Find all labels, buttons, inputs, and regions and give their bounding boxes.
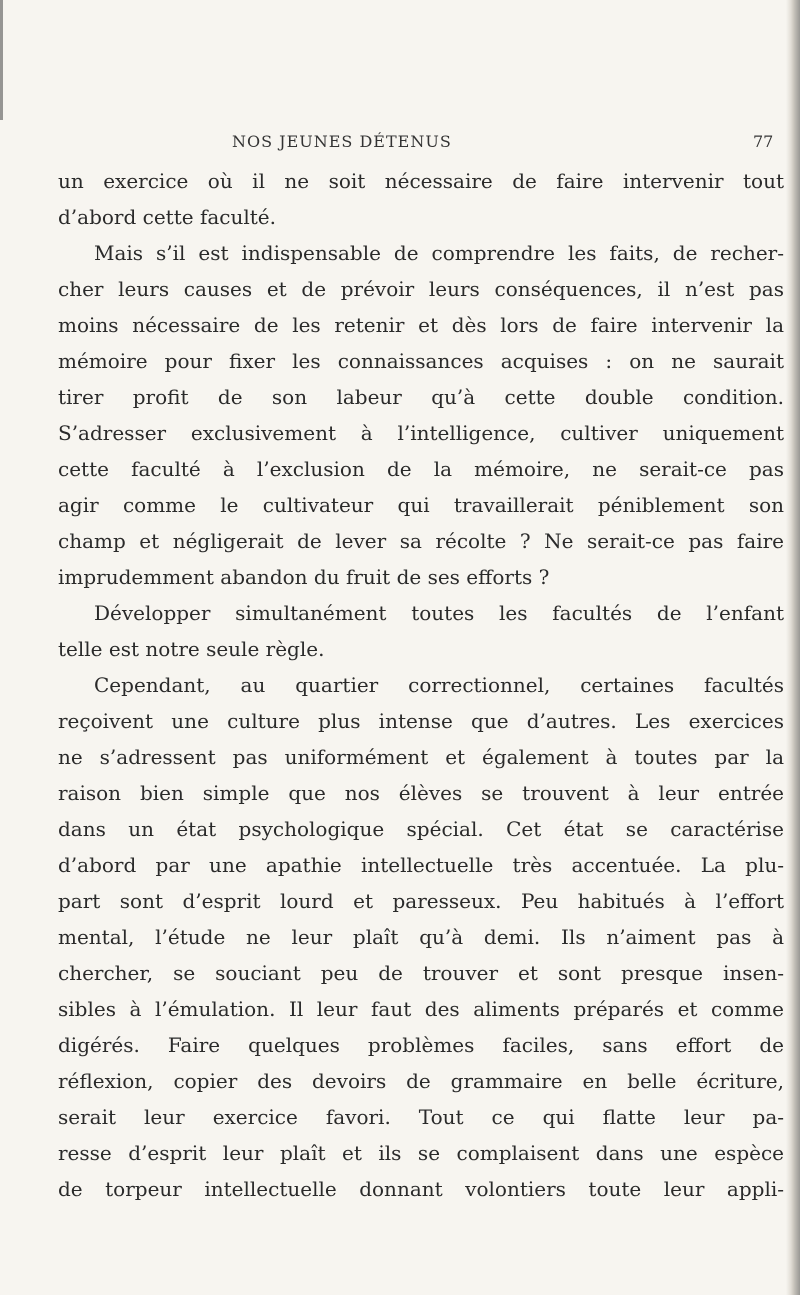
text-line: Développer simultanément toutes les facultés de l’enfant: [94, 601, 784, 625]
text-line: Mais s’il est indispensable de comprendre les faits, de recher-: [94, 241, 784, 265]
text-line: cher leurs causes et de prévoir leurs conséquences, il n’est pas: [58, 277, 784, 301]
text-line: ne s’adressent pas uniformément et également à toutes par la: [58, 745, 784, 769]
text-line: d’abord par une apathie intellectuelle très accentuée. La plu-: [58, 853, 784, 877]
text-line: champ et négligerait de lever sa récolte ? Ne serait-ce pas faire: [58, 529, 784, 553]
page-left-edge: [0, 0, 3, 120]
text-line: agir comme le cultivateur qui travaillerait péniblement son: [58, 493, 784, 517]
text-line: chercher, se souciant peu de trouver et sont presque insen-: [58, 961, 784, 985]
text-line: serait leur exercice favori. Tout ce qui flatte leur pa-: [58, 1105, 784, 1129]
text-line: mémoire pour fixer les connaissances acquises : on ne saurait: [58, 349, 784, 373]
text-line: de torpeur intellectuelle donnant volontiers toute leur appli-: [58, 1177, 784, 1201]
text-line: d’abord cette faculté.: [58, 205, 276, 229]
running-header-title: NOS JEUNES DÉTENUS: [232, 132, 452, 151]
page-body: [58, 163, 784, 1207]
text-line: un exercice où il ne soit nécessaire de faire intervenir tout: [58, 169, 784, 193]
text-line: dans un état psychologique spécial. Cet état se caractérise: [58, 817, 784, 841]
text-line: cette faculté à l’exclusion de la mémoire, ne serait-ce pas: [58, 457, 784, 481]
text-line: moins nécessaire de les retenir et dès lors de faire intervenir la: [58, 313, 784, 337]
running-header: [0, 132, 800, 156]
text-line: imprudemment abandon du fruit de ses efforts ?: [58, 565, 550, 589]
page-number: 77: [753, 132, 774, 151]
text-line: mental, l’étude ne leur plaît qu’à demi. Ils n’aiment pas à: [58, 925, 784, 949]
text-line: digérés. Faire quelques problèmes faciles, sans effort de: [58, 1033, 784, 1057]
text-line: Cependant, au quartier correctionnel, certaines facultés: [94, 673, 784, 697]
text-line: raison bien simple que nos élèves se trouvent à leur entrée: [58, 781, 784, 805]
text-line: resse d’esprit leur plaît et ils se complaisent dans une espèce: [58, 1141, 784, 1165]
text-line: reçoivent une culture plus intense que d’autres. Les exercices: [58, 709, 784, 733]
text-line: telle est notre seule règle.: [58, 637, 325, 661]
text-line: S’adresser exclusivement à l’intelligence, cultiver uniquement: [58, 421, 784, 445]
book-binding-edge: [786, 0, 800, 1295]
text-line: sibles à l’émulation. Il leur faut des aliments préparés et comme: [58, 997, 784, 1021]
text-line: part sont d’esprit lourd et paresseux. Peu habitués à l’effort: [58, 889, 784, 913]
text-line: tirer profit de son labeur qu’à cette double condition.: [58, 385, 784, 409]
text-line: réflexion, copier des devoirs de grammaire en belle écriture,: [58, 1069, 784, 1093]
